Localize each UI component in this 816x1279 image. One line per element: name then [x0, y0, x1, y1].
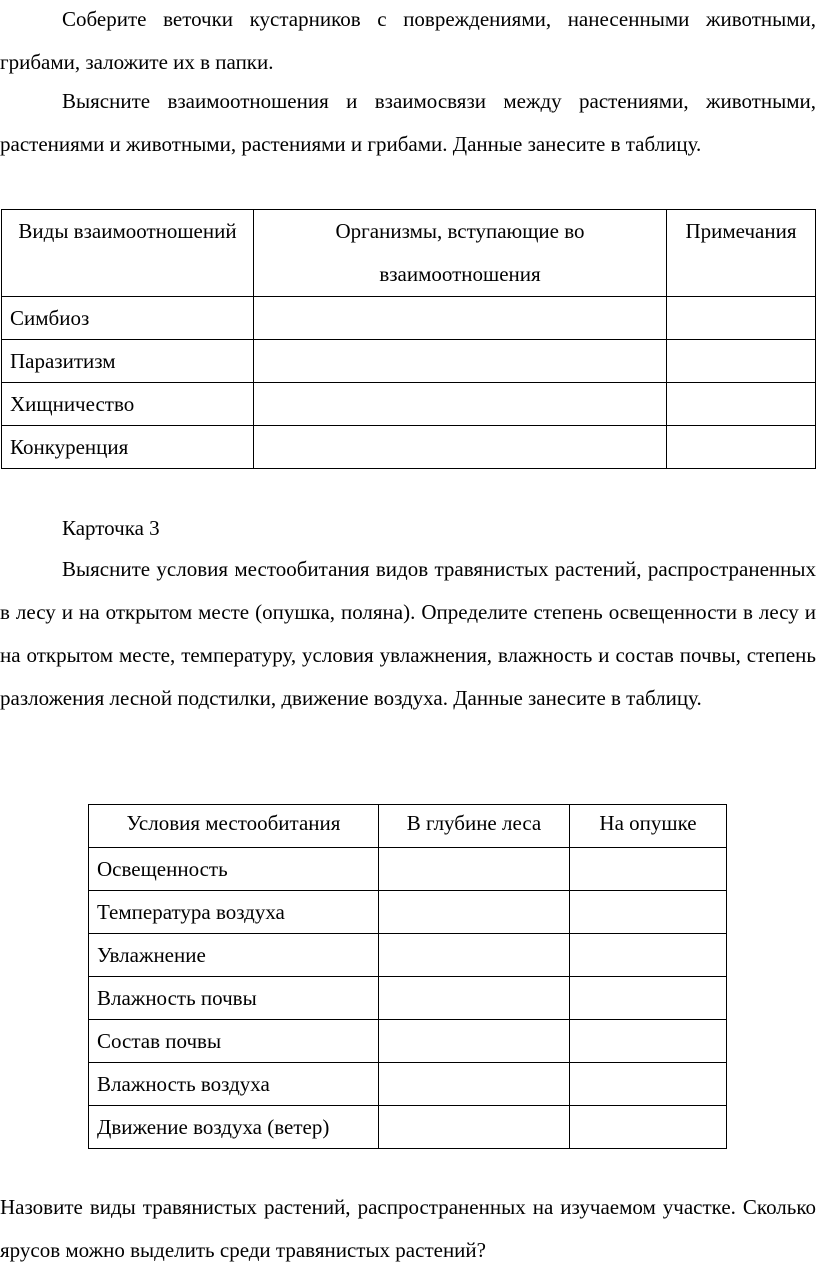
empty-cell — [667, 297, 816, 340]
empty-cell — [379, 1063, 570, 1106]
table-row — [2, 340, 816, 383]
row-label: Симбиоз — [2, 297, 254, 340]
intro-paragraph-2: Выясните взаимоотношения и взаимосвязи между растениями, животными, растениями и животными, растениями и грибами. Данные занесите в таблицу. — [0, 89, 816, 156]
empty-cell — [379, 1020, 570, 1063]
empty-cell — [570, 1020, 727, 1063]
header-notes: Примечания — [667, 210, 816, 297]
row-label: Хищничество — [2, 383, 254, 426]
empty-cell — [254, 297, 667, 340]
table-header-row — [89, 805, 727, 848]
empty-cell — [570, 977, 727, 1020]
table-header-row — [2, 210, 816, 297]
empty-cell — [570, 1063, 727, 1106]
empty-cell — [570, 891, 727, 934]
row-label: Влажность воздуха — [89, 1063, 379, 1106]
relationships-table — [1, 209, 816, 469]
card-paragraph: Выясните условия местообитания видов травянистых растений, распространенных в лесу и на открытом месте (опушка, поляна). Определите степень освещенности в лесу и на открытом месте, температуру, условия увлажнения, влажность и состав почвы, степень разложения лесной подстилки, движение воздуха. Данные занесите в таблицу. — [0, 557, 816, 710]
table-row — [89, 848, 727, 891]
row-label: Паразитизм — [2, 340, 254, 383]
header-relationship-types: Виды взаимоотношений — [2, 210, 254, 297]
row-label: Движение воздуха (ветер) — [89, 1106, 379, 1149]
empty-cell — [379, 1106, 570, 1149]
empty-cell — [254, 383, 667, 426]
row-label: Освещенность — [89, 848, 379, 891]
card-title: Карточка 3 — [62, 516, 160, 540]
row-label: Увлажнение — [89, 934, 379, 977]
header-forest-edge: На опушке — [570, 805, 727, 848]
table-row — [2, 426, 816, 469]
row-label: Состав почвы — [89, 1020, 379, 1063]
table-row — [89, 1106, 727, 1149]
header-habitat-conditions: Условия местообитания — [89, 805, 379, 848]
table-row — [89, 1020, 727, 1063]
header-organisms: Организмы, вступающие во взаимоотношения — [254, 210, 667, 297]
habitat-conditions-table — [88, 804, 727, 1149]
empty-cell — [667, 383, 816, 426]
table-row — [89, 934, 727, 977]
empty-cell — [379, 934, 570, 977]
intro-paragraph-1: Соберите веточки кустарников с повреждениями, нанесенными животными, грибами, заложите их в папки. — [0, 7, 816, 74]
table-row — [89, 1063, 727, 1106]
empty-cell — [379, 977, 570, 1020]
empty-cell — [570, 934, 727, 977]
header-forest-depth: В глубине леса — [379, 805, 570, 848]
empty-cell — [254, 426, 667, 469]
table-row — [2, 297, 816, 340]
empty-cell — [254, 340, 667, 383]
row-label: Конкуренция — [2, 426, 254, 469]
empty-cell — [379, 848, 570, 891]
row-label: Влажность почвы — [89, 977, 379, 1020]
row-label: Температура воздуха — [89, 891, 379, 934]
empty-cell — [667, 340, 816, 383]
table-row — [2, 383, 816, 426]
empty-cell — [667, 426, 816, 469]
table-row — [89, 891, 727, 934]
empty-cell — [570, 1106, 727, 1149]
empty-cell — [379, 891, 570, 934]
final-paragraph: Назовите виды травянистых растений, распространенных на изучаемом участке. Сколько ярусов можно выделить среди травянистых растений? — [0, 1195, 816, 1262]
empty-cell — [570, 848, 727, 891]
table-row — [89, 977, 727, 1020]
